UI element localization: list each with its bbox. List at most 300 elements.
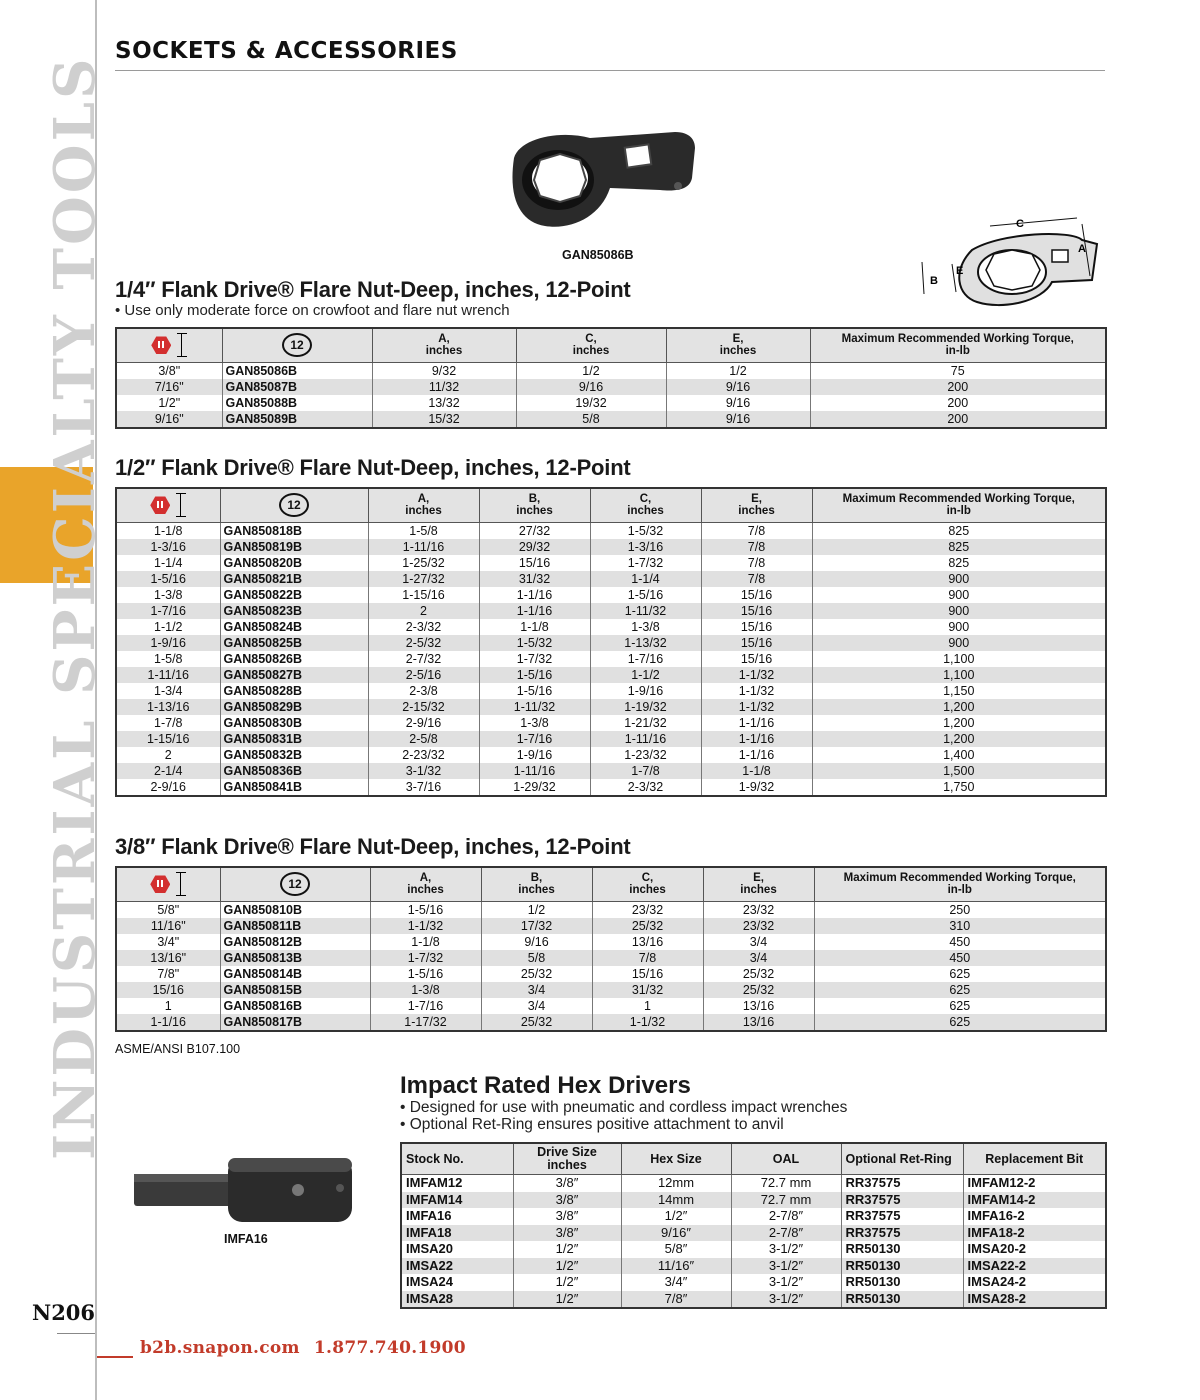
table-cell: 1-21/32	[590, 715, 701, 731]
table-cell: 2-3/32	[590, 779, 701, 796]
table-cell: GAN850816B	[220, 998, 370, 1014]
col-a-header: A, inches	[368, 488, 479, 522]
table-cell: 825	[812, 522, 1106, 539]
table-row	[116, 901, 1106, 918]
table-row	[116, 619, 1106, 635]
table-cell: 1-11/32	[479, 699, 590, 715]
table-cell: 1	[116, 998, 220, 1014]
table-cell: 9/16	[516, 379, 666, 395]
section-title-quarter-inch: 1/4″ Flank Drive® Flare Nut-Deep, inches, 12-Point	[115, 277, 631, 302]
table-cell: 1-9/32	[701, 779, 812, 796]
col-c-header: C, inches	[516, 328, 666, 362]
table-cell: 1-1/32	[592, 1014, 703, 1031]
table-row	[116, 539, 1106, 555]
oal-header: OAL	[731, 1143, 841, 1175]
table-cell: 1-1/32	[701, 699, 812, 715]
table-cell: GAN850831B	[220, 731, 368, 747]
table-cell: 450	[814, 950, 1106, 966]
table-cell: 200	[810, 379, 1106, 395]
table-row	[116, 950, 1106, 966]
table-cell: GAN850822B	[220, 587, 368, 603]
col-torque-header: Maximum Recommended Working Torque, in-lb	[814, 867, 1106, 901]
table-cell: GAN850813B	[220, 950, 370, 966]
table-cell: 7/8	[701, 522, 812, 539]
table-cell: 1/2″	[621, 1208, 731, 1225]
table-cell: 2-1/4	[116, 763, 220, 779]
table-cell: 1/2″	[513, 1241, 621, 1258]
table-cell: 2-9/16	[368, 715, 479, 731]
table-row	[116, 635, 1106, 651]
col-b-header: B, inches	[479, 488, 590, 522]
table-cell: GAN850827B	[220, 667, 368, 683]
table-cell: GAN850830B	[220, 715, 368, 731]
table-cell: 3/4″	[621, 1274, 731, 1291]
crowfoot-wrench-image	[500, 118, 700, 248]
table-cell: 25/32	[481, 1014, 592, 1031]
table-cell: 3-1/32	[368, 763, 479, 779]
table-cell: 1-7/16	[370, 998, 481, 1014]
table-cell: GAN85088B	[222, 395, 372, 411]
twelve-point-icon: 12	[279, 493, 309, 517]
table-cell: 1-11/16	[590, 731, 701, 747]
table-cell: 1-3/8	[590, 619, 701, 635]
standard-note: ASME/ANSI B107.100	[115, 1042, 241, 1056]
table-cell: 3/4"	[116, 934, 220, 950]
table-cell: 5/8	[481, 950, 592, 966]
table-cell: 1-5/16	[116, 571, 220, 587]
diagram-label-b: B	[930, 275, 938, 287]
table-cell: 15/16	[701, 619, 812, 635]
table-cell: IMSA22-2	[963, 1258, 1106, 1275]
table-cell: 1-7/8	[590, 763, 701, 779]
size-column-header	[116, 328, 222, 362]
table-cell: 23/32	[703, 901, 814, 918]
table-cell: IMSA28-2	[963, 1291, 1106, 1309]
table-cell: 1-1/16	[701, 731, 812, 747]
table-row	[116, 395, 1106, 411]
hex-driver-image	[128, 1148, 368, 1232]
table-row	[116, 982, 1106, 998]
table-cell: 25/32	[703, 966, 814, 982]
table-cell: IMSA20	[401, 1241, 513, 1258]
table-cell: 1-11/16	[479, 763, 590, 779]
table-row	[401, 1225, 1106, 1242]
footer-website-link[interactable]: b2b.snapon.com	[140, 1338, 300, 1358]
table-cell: 1-3/16	[116, 539, 220, 555]
table-cell: 900	[812, 635, 1106, 651]
table-cell: 7/8"	[116, 966, 220, 982]
table-cell: 1-1/2	[590, 667, 701, 683]
table-cell: 825	[812, 555, 1106, 571]
header-divider	[115, 70, 1105, 71]
table-cell: 3/8″	[513, 1192, 621, 1209]
dimension-icon	[177, 333, 187, 357]
table-cell: 2	[368, 603, 479, 619]
table-cell: 1-1/8	[479, 619, 590, 635]
table-cell: 1/2″	[513, 1291, 621, 1309]
table-cell: 1/2"	[116, 395, 222, 411]
table-cell: 11/16"	[116, 918, 220, 934]
table-cell: 9/16″	[621, 1225, 731, 1242]
hex-size-header: Hex Size	[621, 1143, 731, 1175]
table-cell: GAN850828B	[220, 683, 368, 699]
table-cell: 1-9/16	[590, 683, 701, 699]
replacement-bit-header: Replacement Bit	[963, 1143, 1106, 1175]
table-cell: 1-1/4	[116, 555, 220, 571]
table-row	[116, 362, 1106, 379]
twelve-point-icon: 12	[282, 333, 312, 357]
table-row	[116, 715, 1106, 731]
table-cell: 13/16"	[116, 950, 220, 966]
table-cell: 1-5/16	[479, 683, 590, 699]
table-cell: 15/16	[701, 651, 812, 667]
col-c-header: C, inches	[590, 488, 701, 522]
section1-note: • Use only moderate force on crowfoot and flare nut wrench	[115, 302, 510, 319]
table-cell: 1,500	[812, 763, 1106, 779]
table-cell: 1-25/32	[368, 555, 479, 571]
table-cell: 11/32	[372, 379, 516, 395]
col-b-header: B, inches	[481, 867, 592, 901]
table-cell: 2-5/16	[368, 667, 479, 683]
table-cell: 1-1/8	[370, 934, 481, 950]
table-cell: GAN850818B	[220, 522, 368, 539]
table-cell: 2-3/8	[368, 683, 479, 699]
table-cell: 1-5/32	[479, 635, 590, 651]
hex-size-icon	[151, 335, 171, 355]
table-cell: 9/32	[372, 362, 516, 379]
page-title: SOCKETS & ACCESSORIES	[115, 38, 458, 64]
table-cell: 1-5/8	[116, 651, 220, 667]
table-cell: 450	[814, 934, 1106, 950]
table-cell: GAN850824B	[220, 619, 368, 635]
table-cell: 250	[814, 901, 1106, 918]
table-cell: 75	[810, 362, 1106, 379]
table-cell: 14mm	[621, 1192, 731, 1209]
table-row	[116, 667, 1106, 683]
table-cell: GAN850823B	[220, 603, 368, 619]
table-cell: RR37575	[841, 1192, 963, 1209]
table-cell: 5/8″	[621, 1241, 731, 1258]
table-cell: 200	[810, 395, 1106, 411]
table-cell: 1,400	[812, 747, 1106, 763]
table-row	[116, 966, 1106, 982]
table-cell: IMFA16	[401, 1208, 513, 1225]
dimension-icon	[176, 872, 186, 896]
table-row	[116, 683, 1106, 699]
table-cell: 1-7/32	[370, 950, 481, 966]
table-cell: 1,150	[812, 683, 1106, 699]
table-cell: 1-1/4	[590, 571, 701, 587]
table-cell: IMSA24-2	[963, 1274, 1106, 1291]
table-cell: 23/32	[703, 918, 814, 934]
table-cell: GAN850812B	[220, 934, 370, 950]
table-cell: IMFAM14-2	[963, 1192, 1106, 1209]
table-cell: RR37575	[841, 1225, 963, 1242]
table-cell: 1-3/16	[590, 539, 701, 555]
table-row	[116, 555, 1106, 571]
table-cell: 9/16	[666, 395, 810, 411]
table-cell: 200	[810, 411, 1106, 428]
table-cell: GAN850829B	[220, 699, 368, 715]
table-cell: 3-7/16	[368, 779, 479, 796]
table-cell: 1-5/16	[370, 966, 481, 982]
table-cell: 72.7 mm	[731, 1175, 841, 1192]
table-cell: 3/4	[481, 982, 592, 998]
table-cell: 1,100	[812, 651, 1106, 667]
table-cell: GAN850815B	[220, 982, 370, 998]
table-cell: 1-1/16	[701, 747, 812, 763]
table-cell: 13/16	[592, 934, 703, 950]
table-cell: 825	[812, 539, 1106, 555]
table-cell: IMFA18	[401, 1225, 513, 1242]
twelve-point-icon: 12	[280, 872, 310, 896]
table-row	[116, 1014, 1106, 1031]
table-row	[401, 1241, 1106, 1258]
table-cell: 2-5/32	[368, 635, 479, 651]
table-cell: 3-1/2″	[731, 1291, 841, 1309]
table-cell: 3/4	[703, 934, 814, 950]
table-cell: GAN850825B	[220, 635, 368, 651]
table-cell: 3/8″	[513, 1225, 621, 1242]
table-cell: 1-3/8	[370, 982, 481, 998]
table-cell: 1-5/32	[590, 522, 701, 539]
sidebar-title: INDUSTRIAL SPECIALTY TOOLS	[42, 55, 108, 1160]
table-cell: 7/16"	[116, 379, 222, 395]
col-e-header: E, inches	[666, 328, 810, 362]
table-row	[116, 934, 1106, 950]
table-cell: 1-7/32	[479, 651, 590, 667]
table-cell: 15/32	[372, 411, 516, 428]
table-row	[116, 779, 1106, 796]
table-cell: IMFA16-2	[963, 1208, 1106, 1225]
table-cell: 25/32	[481, 966, 592, 982]
table-cell: IMSA20-2	[963, 1241, 1106, 1258]
table-cell: 3/4	[481, 998, 592, 1014]
table-row	[116, 747, 1106, 763]
table-cell: 29/32	[479, 539, 590, 555]
table-cell: 900	[812, 571, 1106, 587]
table-cell: IMSA24	[401, 1274, 513, 1291]
ret-ring-header: Optional Ret-Ring	[841, 1143, 963, 1175]
section-title-half-inch: 1/2″ Flank Drive® Flare Nut-Deep, inches, 12-Point	[115, 455, 631, 480]
table-cell: GAN850810B	[220, 901, 370, 918]
table-cell: 2-7/32	[368, 651, 479, 667]
table-row	[116, 651, 1106, 667]
table-cell: 15/16	[701, 603, 812, 619]
table-cell: 5/8	[516, 411, 666, 428]
table-cell: IMFAM12-2	[963, 1175, 1106, 1192]
point-column-header	[222, 328, 372, 362]
table-cell: 1-5/8	[368, 522, 479, 539]
table-cell: 1-17/32	[370, 1014, 481, 1031]
table-cell: 1/2″	[513, 1258, 621, 1275]
hex-drivers-table	[400, 1142, 1107, 1309]
table-cell: 1,200	[812, 731, 1106, 747]
table-cell: IMFAM12	[401, 1175, 513, 1192]
table-cell: RR37575	[841, 1175, 963, 1192]
table-cell: IMSA28	[401, 1291, 513, 1309]
col-torque-header: Maximum Recommended Working Torque, in-lb	[810, 328, 1106, 362]
table-row	[401, 1291, 1106, 1309]
table-cell: 19/32	[516, 395, 666, 411]
table-row	[116, 918, 1106, 934]
table-cell: 625	[814, 966, 1106, 982]
table-cell: 31/32	[592, 982, 703, 998]
table-cell: 15/16	[116, 982, 220, 998]
table-row	[116, 571, 1106, 587]
table-cell: 1/2	[481, 901, 592, 918]
table-cell: 1-13/32	[590, 635, 701, 651]
table-cell: 15/16	[701, 587, 812, 603]
table-row	[401, 1175, 1106, 1192]
point-column-header	[220, 867, 370, 901]
table-cell: 1-23/32	[590, 747, 701, 763]
table-cell: 3/4	[703, 950, 814, 966]
table-cell: 15/16	[701, 635, 812, 651]
table-cell: GAN85089B	[222, 411, 372, 428]
table-cell: 7/8	[701, 539, 812, 555]
table-cell: 9/16	[481, 934, 592, 950]
table-cell: 1-19/32	[590, 699, 701, 715]
table-cell: 1-7/16	[116, 603, 220, 619]
col-c-header: C, inches	[592, 867, 703, 901]
footer	[140, 1338, 480, 1358]
table-cell: 31/32	[479, 571, 590, 587]
table-cell: 1-13/16	[116, 699, 220, 715]
hex-size-icon	[150, 495, 170, 515]
table-cell: 15/16	[479, 555, 590, 571]
table-cell: 1,750	[812, 779, 1106, 796]
dimension-diagram	[912, 210, 1112, 315]
table-cell: 17/32	[481, 918, 592, 934]
three-eighths-inch-table	[115, 866, 1107, 1032]
col-torque-header: Maximum Recommended Working Torque, in-lb	[812, 488, 1106, 522]
table-cell: IMFA18-2	[963, 1225, 1106, 1242]
table-cell: 1-29/32	[479, 779, 590, 796]
table-cell: 1/2	[666, 362, 810, 379]
table-cell: 1/2	[516, 362, 666, 379]
section-title-hex-drivers: Impact Rated Hex Drivers	[400, 1072, 691, 1099]
table-row	[401, 1258, 1106, 1275]
table-cell: 15/16	[592, 966, 703, 982]
table-cell: 1,100	[812, 667, 1106, 683]
table-row	[116, 699, 1106, 715]
table-cell: 1,200	[812, 699, 1106, 715]
table-cell: 1-9/16	[116, 635, 220, 651]
table-cell: 2-3/32	[368, 619, 479, 635]
dimension-icon	[176, 493, 186, 517]
table-cell: GAN850836B	[220, 763, 368, 779]
table-cell: 625	[814, 998, 1106, 1014]
table-cell: RR50130	[841, 1291, 963, 1309]
table-row	[116, 603, 1106, 619]
table-cell: 1-3/8	[479, 715, 590, 731]
table-cell: 2-7/8″	[731, 1208, 841, 1225]
table-cell: 27/32	[479, 522, 590, 539]
diagram-label-a: A	[1078, 243, 1086, 255]
table-cell: 7/8	[701, 555, 812, 571]
table-cell: 13/16	[703, 1014, 814, 1031]
table-cell: 310	[814, 918, 1106, 934]
table-cell: 1-1/8	[701, 763, 812, 779]
table-cell: 1-1/16	[116, 1014, 220, 1031]
table-cell: 1-7/8	[116, 715, 220, 731]
table-cell: 1-9/16	[479, 747, 590, 763]
table-cell: 1,200	[812, 715, 1106, 731]
table-cell: 1-7/16	[479, 731, 590, 747]
table-cell: 25/32	[703, 982, 814, 998]
table-cell: 900	[812, 587, 1106, 603]
table-cell: 625	[814, 1014, 1106, 1031]
table-cell: 5/8"	[116, 901, 220, 918]
half-inch-table	[115, 487, 1107, 797]
table-cell: GAN850814B	[220, 966, 370, 982]
table-cell: 2-15/32	[368, 699, 479, 715]
table-cell: 1-1/32	[370, 918, 481, 934]
table-cell: 1-11/32	[590, 603, 701, 619]
table-row	[116, 522, 1106, 539]
table-row	[116, 731, 1106, 747]
table-row	[401, 1208, 1106, 1225]
table-cell: RR50130	[841, 1241, 963, 1258]
table-cell: 1-1/2	[116, 619, 220, 635]
table-row	[116, 763, 1106, 779]
table-cell: 1-7/32	[590, 555, 701, 571]
table-cell: 3/8″	[513, 1175, 621, 1192]
table-cell: RR37575	[841, 1208, 963, 1225]
table-cell: 9/16"	[116, 411, 222, 428]
diagram-label-c: C	[1016, 218, 1024, 230]
hex-driver-caption: IMFA16	[224, 1232, 268, 1246]
table-cell: IMSA22	[401, 1258, 513, 1275]
table-cell: 1-5/16	[479, 667, 590, 683]
table-cell: 13/32	[372, 395, 516, 411]
hex-driver-bullet-2: • Optional Ret-Ring ensures positive attachment to anvil	[400, 1116, 784, 1133]
table-cell: 2-7/8″	[731, 1225, 841, 1242]
table-cell: 7/8	[592, 950, 703, 966]
table-cell: 13/16	[703, 998, 814, 1014]
table-cell: 2	[116, 747, 220, 763]
table-cell: 1-5/16	[590, 587, 701, 603]
table-cell: GAN850811B	[220, 918, 370, 934]
table-cell: GAN850826B	[220, 651, 368, 667]
table-cell: IMFAM14	[401, 1192, 513, 1209]
table-cell: 7/8	[701, 571, 812, 587]
table-cell: GAN850817B	[220, 1014, 370, 1031]
hex-size-icon	[150, 874, 170, 894]
col-e-header: E, inches	[703, 867, 814, 901]
table-cell: 3/8″	[513, 1208, 621, 1225]
table-cell: 1-1/16	[701, 715, 812, 731]
table-cell: 2-9/16	[116, 779, 220, 796]
table-cell: GAN850819B	[220, 539, 368, 555]
table-cell: 25/32	[592, 918, 703, 934]
table-cell: 1-7/16	[590, 651, 701, 667]
table-cell: GAN850832B	[220, 747, 368, 763]
drive-size-header: Drive Size inches	[513, 1143, 621, 1175]
table-cell: GAN850841B	[220, 779, 368, 796]
table-cell: 1-1/32	[701, 667, 812, 683]
table-cell: 3-1/2″	[731, 1258, 841, 1275]
table-cell: 23/32	[592, 901, 703, 918]
table-row	[116, 379, 1106, 395]
quarter-inch-table	[115, 327, 1107, 429]
point-column-header	[220, 488, 368, 522]
table-cell: 11/16″	[621, 1258, 731, 1275]
table-cell: 625	[814, 982, 1106, 998]
table-row	[116, 587, 1106, 603]
table-cell: 1/2″	[513, 1274, 621, 1291]
